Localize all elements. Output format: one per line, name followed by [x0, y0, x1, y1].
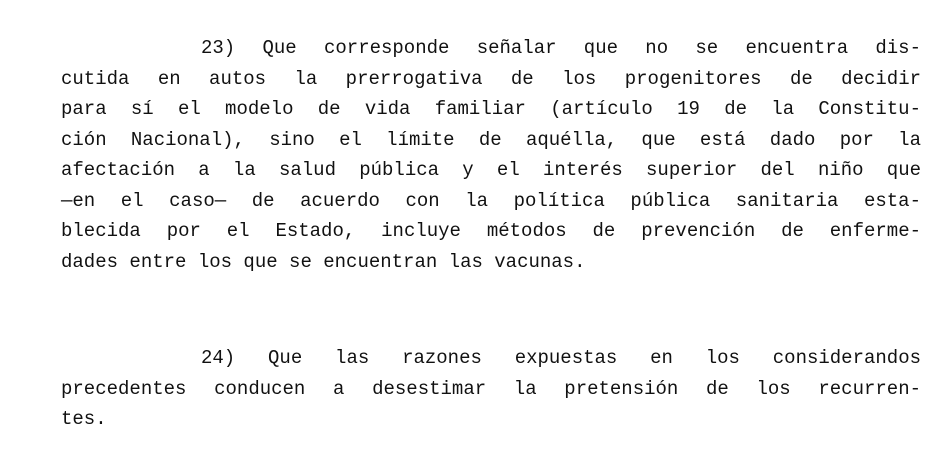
text-line: 23) Que corresponde señalar que no se encuentra dis-: [201, 37, 921, 59]
paragraph-24: [61, 343, 921, 435]
text-line: afectación a la salud pública y el interés superior del niño que: [61, 159, 921, 181]
text-line: 24) Que las razones expuestas en los considerandos: [201, 347, 921, 369]
text-line: cutida en autos la prerrogativa de los progenitores de decidir: [61, 67, 921, 90]
text-line: para sí el modelo de vida familiar (artículo 19 de la Constitu-: [61, 98, 921, 120]
text-line: ción Nacional), sino el límite de aquélla, que está dado por la: [61, 128, 921, 151]
text-line: —en el caso— de acuerdo con la política pública sanitaria esta-: [61, 189, 921, 212]
text-line: precedentes conducen a desestimar la pretensión de los recurren-: [61, 377, 921, 400]
text-line: tes.: [61, 408, 107, 430]
text-line: dades entre los que se encuentran las vacunas.: [61, 250, 586, 273]
text-line: blecida por el Estado, incluye métodos de prevención de enferme-: [61, 220, 921, 242]
paragraph-23: [61, 33, 921, 277]
